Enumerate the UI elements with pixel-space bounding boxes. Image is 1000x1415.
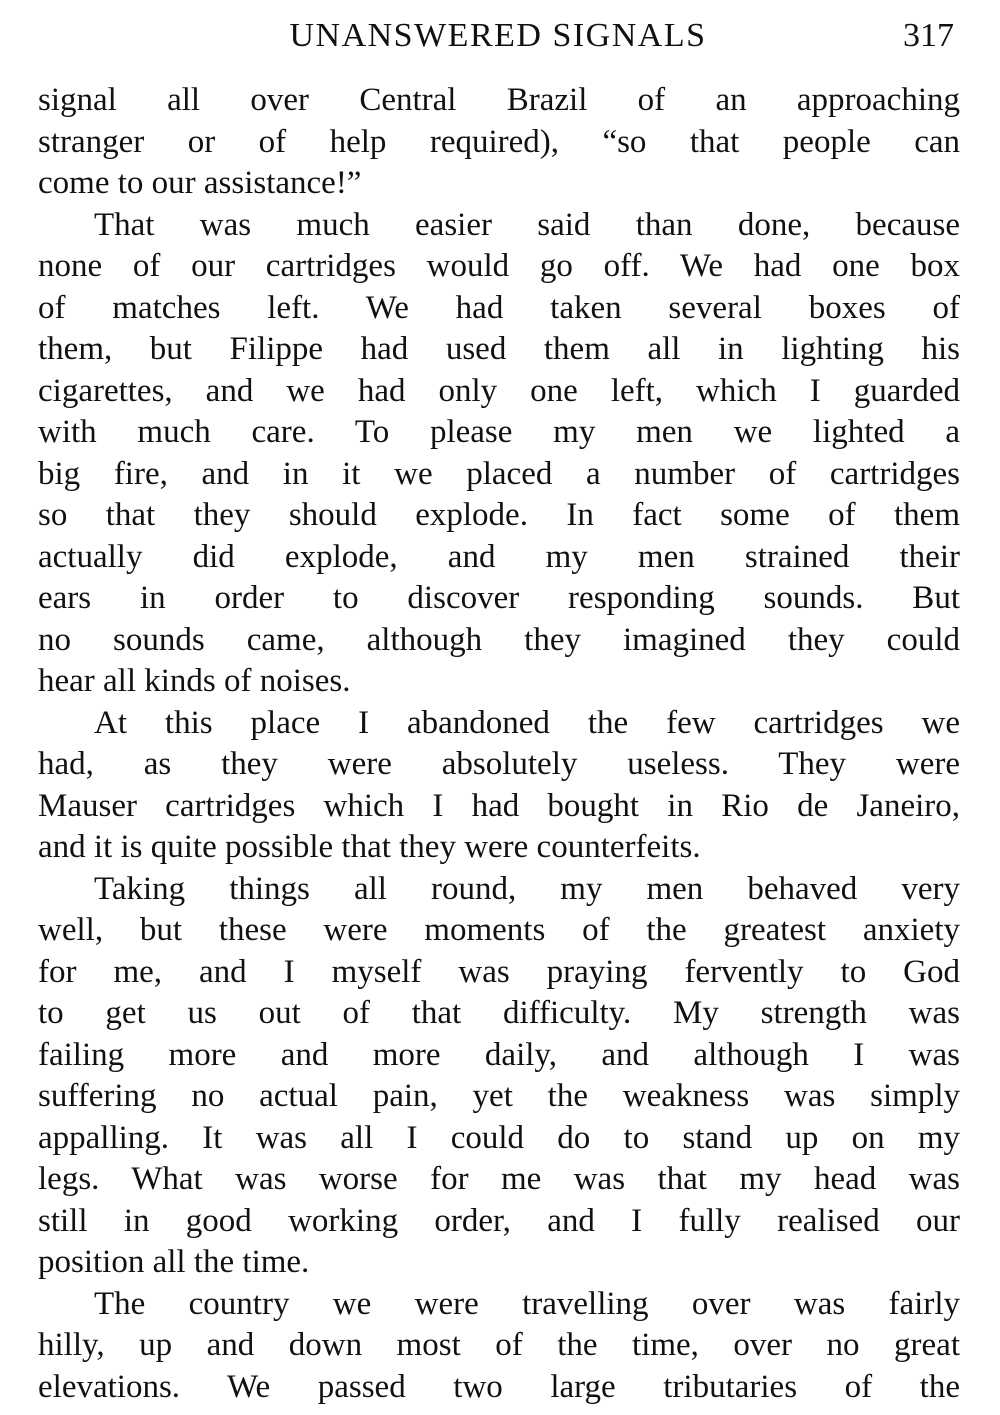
- page-header: [36, 14, 960, 58]
- text-line: signal all over Central Brazil of an approaching: [38, 82, 960, 118]
- text-line: actually did explode, and my men strained their: [38, 538, 960, 575]
- text-line: suffering no actual pain, yet the weakness was simply: [38, 1078, 960, 1114]
- text-line: Mauser cartridges which I had bought in Rio de Janeiro,: [38, 787, 960, 824]
- body-text: [38, 80, 960, 1408]
- text-line: none of our cartridges would go off. We had one box: [38, 248, 960, 284]
- text-line: for me, and I myself was praying fervently to God: [38, 953, 960, 990]
- text-line: come to our assistance!”: [38, 165, 362, 201]
- text-line: well, but these were moments of the greatest anxiety: [38, 912, 960, 948]
- text-line: them, but Filippe had used them all in lighting his: [38, 331, 960, 367]
- text-line: still in good working order, and I fully realised our: [38, 1202, 960, 1239]
- text-line: failing more and more daily, and although I was: [38, 1036, 960, 1073]
- text-line: elevations. We passed two large tributaries of the: [38, 1368, 960, 1405]
- text-line: to get us out of that difficulty. My strength was: [38, 995, 960, 1031]
- text-line: big fire, and in it we placed a number of cartridges: [38, 455, 960, 492]
- text-line: stranger or of help required), “so that people can: [38, 123, 960, 160]
- text-line: That was much easier said than done, because: [94, 206, 960, 243]
- text-line: cigarettes, and we had only one left, which I guarded: [38, 372, 960, 409]
- text-line: At this place I abandoned the few cartridges we: [94, 704, 960, 741]
- text-line: legs. What was worse for me was that my head was: [38, 1161, 960, 1197]
- text-line: no sounds came, although they imagined they could: [38, 621, 960, 658]
- text-line: ears in order to discover responding sounds. But: [38, 580, 960, 616]
- text-line: hear all kinds of noises.: [38, 663, 351, 699]
- page-number: 317: [903, 17, 954, 54]
- text-line: with much care. To please my men we lighted a: [38, 414, 960, 450]
- text-line: so that they should explode. In fact some of them: [38, 497, 960, 533]
- running-title: UNANSWERED SIGNALS: [289, 17, 707, 54]
- text-line: of matches left. We had taken several boxes of: [38, 289, 960, 326]
- text-line: Taking things all round, my men behaved very: [94, 870, 960, 907]
- text-line: position all the time.: [38, 1244, 310, 1280]
- text-line: hilly, up and down most of the time, over no great: [38, 1327, 960, 1363]
- text-line: appalling. It was all I could do to stand up on my: [38, 1119, 960, 1156]
- text-line: had, as they were absolutely useless. They were: [38, 746, 960, 782]
- text-line: and it is quite possible that they were counterfeits.: [38, 829, 701, 865]
- text-line: The country we were travelling over was fairly: [94, 1285, 960, 1322]
